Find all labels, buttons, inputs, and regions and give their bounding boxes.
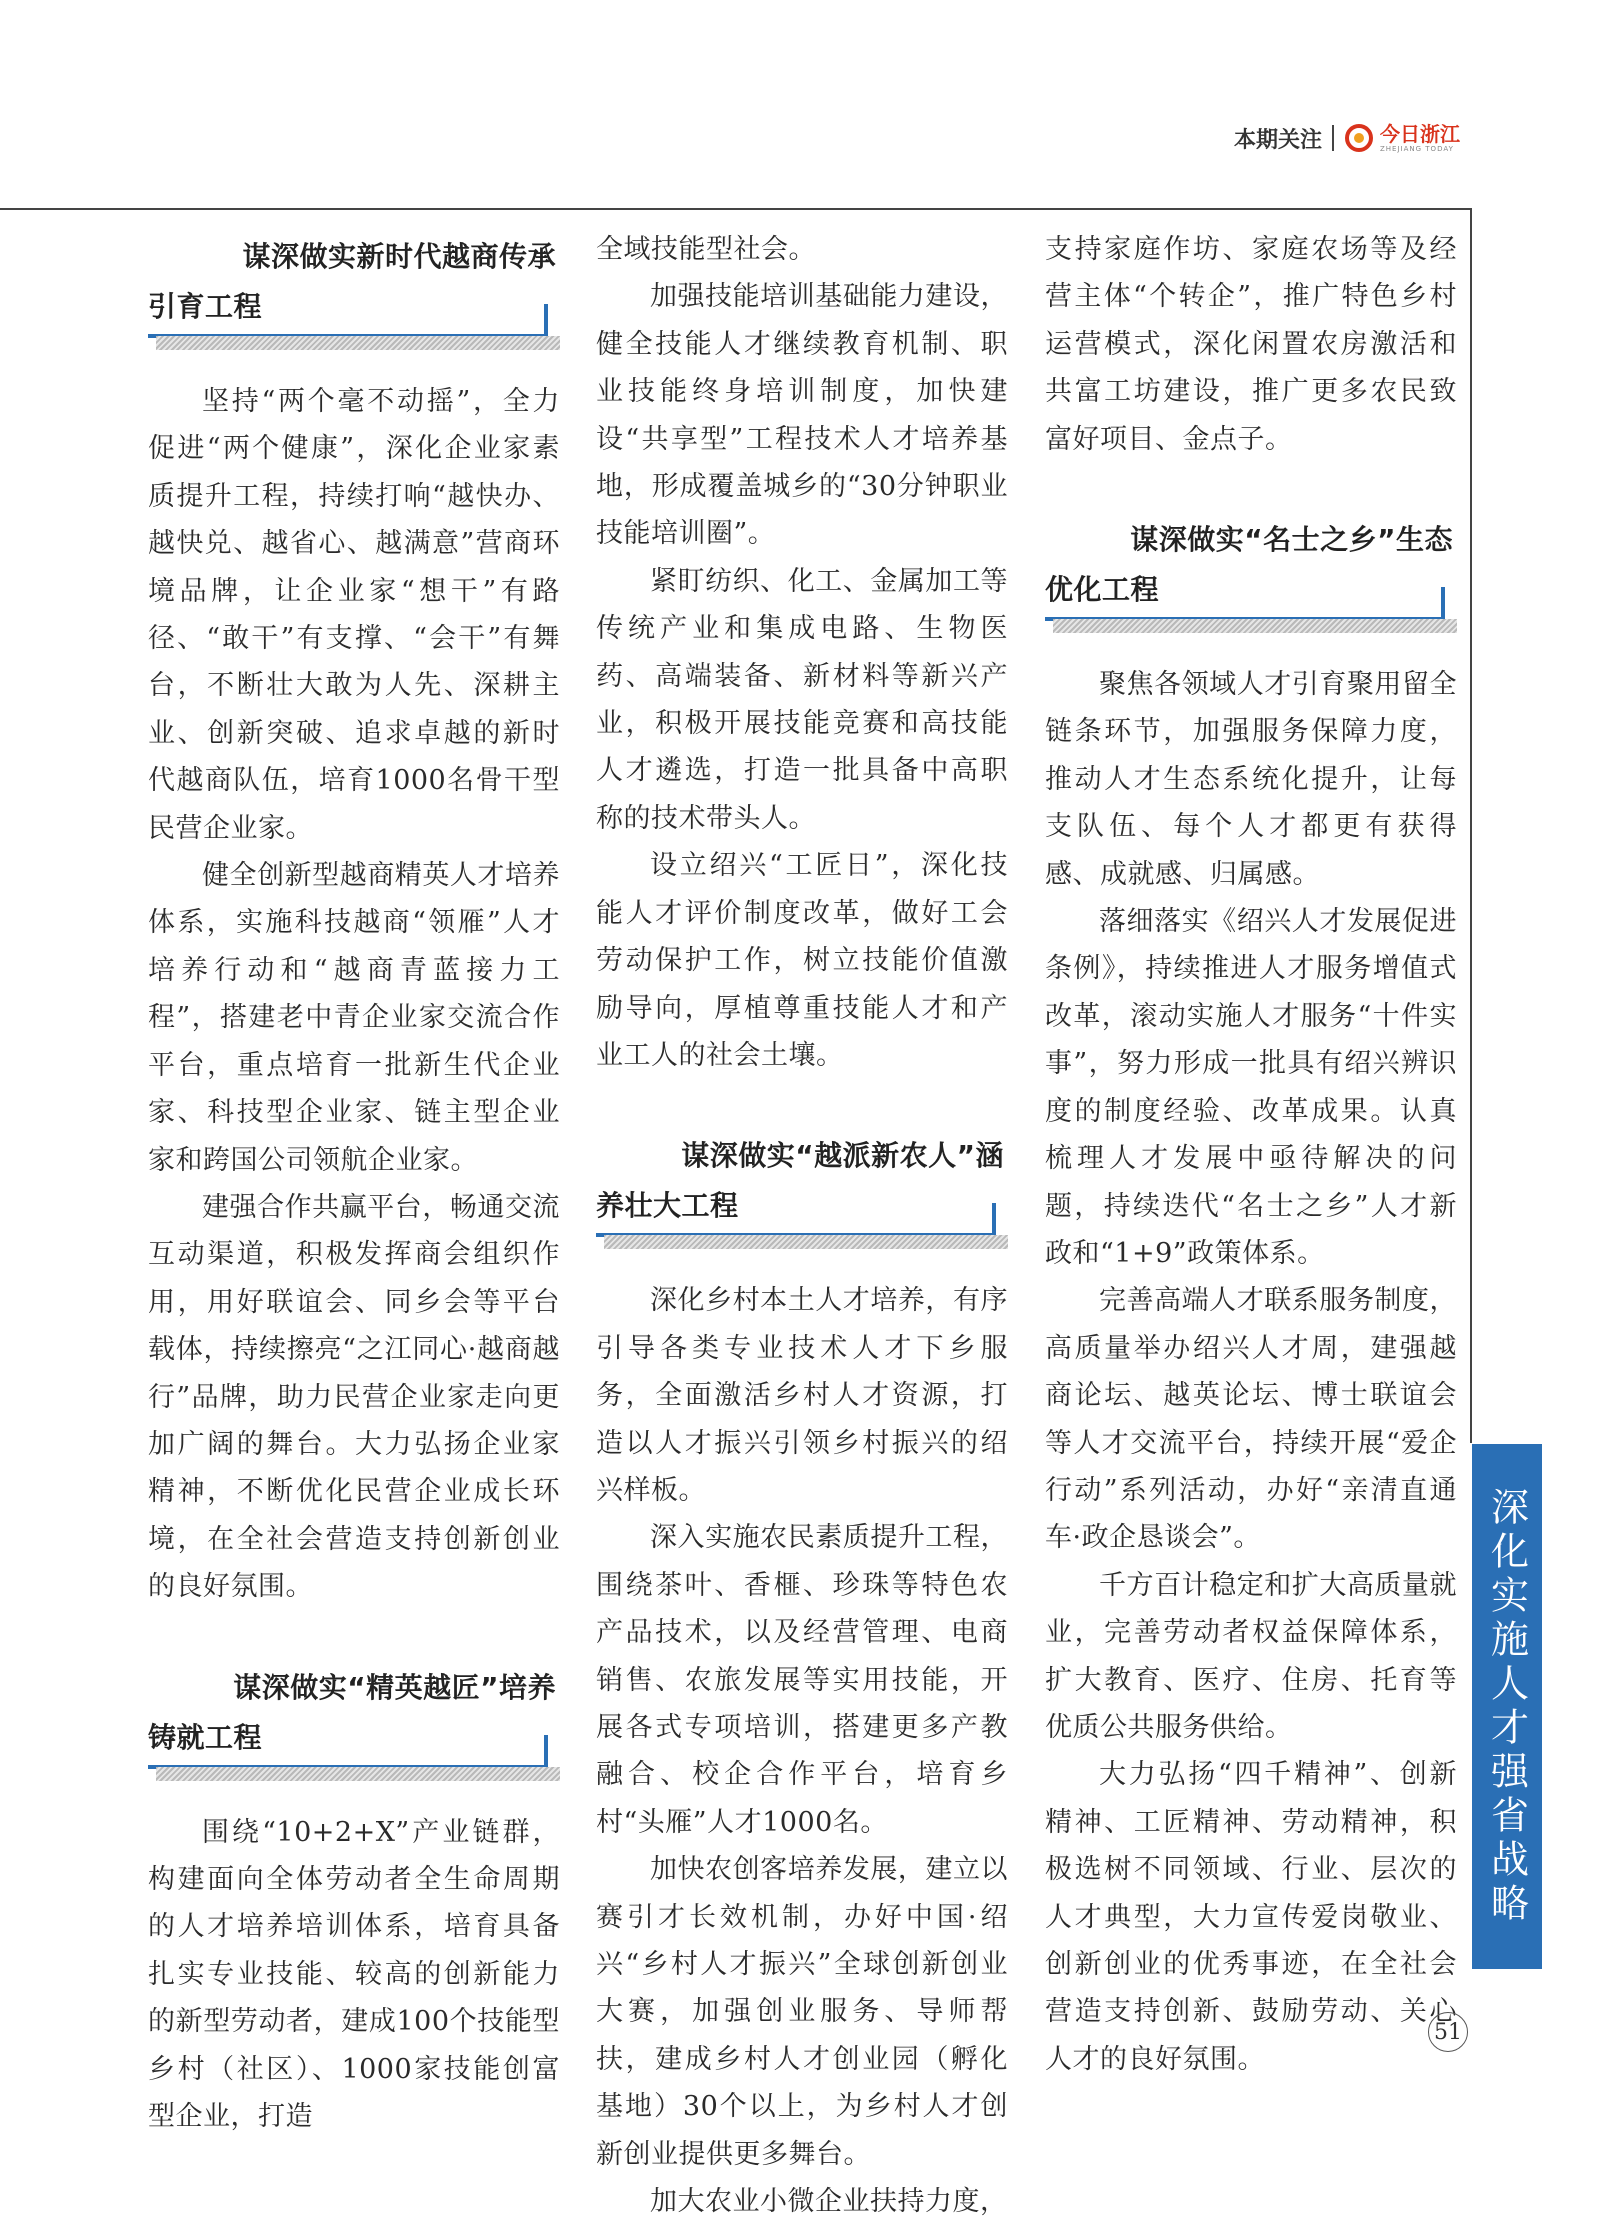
section-heading: [1045, 515, 1457, 633]
paragraph: 支持家庭作坊、家庭农场等及经营主体“个转企”，推广特色乡村运营模式，深化闲置农房激活和共富工坊建设，推广更多农民致富好项目、金点子。: [1045, 234, 1457, 455]
section-heading: [148, 1663, 560, 1781]
heading-line-2: 铸就工程: [148, 1720, 263, 1754]
page-number: 51: [1428, 2012, 1468, 2052]
paragraph: 加大农业小微企业扶持力度，: [650, 2186, 1008, 2218]
page-header: [1234, 118, 1460, 158]
vertical-section-title: 深化实施人才强省战略: [1484, 1486, 1529, 1927]
paragraph: 设立绍兴“工匠日”，深化技能人才评价制度改革，做好工会劳动保护工作，树立技能价值激励导向，厚植尊重技能人才和产业工人的社会土壤。: [596, 850, 1008, 1071]
paragraph: 完善高端人才联系服务制度，高质量举办绍兴人才周，建强越商论坛、越英论坛、博士联谊会等人才交流平台，持续开展“爱企行动”系列活动，办好“亲清直通车·政企恳谈会”。: [1045, 1285, 1457, 1554]
heading-shadow: [604, 1235, 1008, 1249]
heading-shadow: [1053, 619, 1457, 633]
paragraph: 建强合作共赢平台，畅通交流互动渠道，积极发挥商会组织作用，用好联谊会、同乡会等平台载体，持续擦亮“之江同心·越商越行”品牌，助力民营企业家走向更加广阔的舞台。大力弘扬企业家精神，不断优化民营企业成长环境，在全社会营造支持创新创业的良好氛围。: [148, 1191, 560, 1603]
heading-tick: [544, 304, 548, 338]
column-1: [148, 226, 560, 2140]
frame-right-rule: [1470, 208, 1472, 1443]
heading-shadow: [156, 1767, 560, 1781]
paragraph: 聚焦各领域人才引育聚用留全链条环节，加强服务保障力度，推动人才生态系统化提升，让每支队伍、每个人才都更有获得感、成就感、归属感。: [1045, 669, 1457, 890]
heading-tick: [992, 1203, 996, 1237]
paragraph: 大力弘扬“四千精神”、创新精神、工匠精神、劳动精神，积极选树不同领域、行业、层次的人才典型，大力宣传爱岗敬业、创新创业的优秀事迹，在全社会营造支持创新、鼓励劳动、关心人才的良好氛围。: [1045, 1759, 1457, 2075]
heading-line-2: 引育工程: [148, 290, 263, 323]
section-label: 本期关注: [1233, 127, 1322, 153]
paragraph: 紧盯纺织、化工、金属加工等传统产业和集成电路、生物医药、高端装备、新材料等新兴产业，积极开展技能竞赛和高技能人才遴选，打造一批具备中高职称的技术带头人。: [596, 565, 1008, 834]
magazine-logo: [1344, 123, 1460, 153]
heading-line-1: 谋深做实“精英越匠”培养: [233, 1670, 556, 1704]
paragraph: 全域技能型社会。: [596, 234, 816, 265]
paragraph: 落细落实《绍兴人才发展促进条例》，持续推进人才服务增值式改革，滚动实施人才服务“十件实事”，努力形成一批具有绍兴辨识度的制度经验、改革成果。认真梳理人才发展中亟待解决的问题，持续迭代“名士之乡”人才新政和“1+9”政策体系。: [1045, 906, 1457, 1269]
heading-line-2: 养壮大工程: [596, 1189, 739, 1223]
paragraph: 深化乡村本土人才培养，有序引导各类专业技术人才下乡服务，全面激活乡村人才资源，打造以人才振兴引领乡村振兴的绍兴样板。: [596, 1285, 1008, 1506]
logo-chinese: 今日浙江: [1380, 121, 1460, 146]
heading-line-2: 优化工程: [1045, 573, 1160, 607]
paragraph: 深入实施农民素质提升工程，围绕茶叶、香榧、珍珠等特色农产品技术，以及经营管理、电商销售、农旅发展等实用技能，开展各式专项培训，搭建更多产教融合、校企合作平台，培育乡村“头雁”人才1000名。: [596, 1522, 1008, 1838]
logo-english: ZHEJIANG TODAY: [1380, 144, 1454, 153]
heading-line-1: 谋深做实“名士之乡”生态: [1130, 523, 1453, 557]
paragraph: 加快农创客培养发展，建立以赛引才长效机制，办好中国·绍兴“乡村人才振兴”全球创新创业大赛，加强创业服务、导师帮扶，建成乡村人才创业园（孵化基地）30个以上，为乡村人才创新创业提供更多舞台。: [596, 1854, 1008, 2170]
vertical-section-tab: [1472, 1444, 1542, 1969]
column-3: [1045, 226, 1457, 2083]
section-heading: [148, 232, 560, 350]
header-divider: [1332, 125, 1334, 151]
heading-tick: [544, 1735, 548, 1769]
heading-shadow: [156, 336, 560, 350]
heading-line-1: 谋深做实新时代越商传承: [242, 240, 556, 273]
paragraph: 围绕“10+2+X”产业链群，构建面向全体劳动者全生命周期的人才培养培训体系，培育具备扎实专业技能、较高的创新能力的新型劳动者，建成100个技能型乡村（社区）、1000家技能创富型企业，打造: [148, 1816, 560, 2132]
paragraph: 健全创新型越商精英人才培养体系，实施科技越商“领雁”人才培养行动和“越商青蓝接力工程”，搭建老中青企业家交流合作平台，重点培育一批新生代企业家、科技型企业家、链主型企业家和跨国公司领航企业家。: [148, 860, 560, 1176]
heading-line-1: 谋深做实“越派新农人”涵: [681, 1139, 1004, 1173]
paragraph: 加强技能培训基础能力建设，健全技能人才继续教育机制、职业技能终身培训制度，加快建设“共享型”工程技术人才培养基地，形成覆盖城乡的“30分钟职业技能培训圈”。: [596, 281, 1008, 550]
paragraph: 坚持“两个毫不动摇”，全力促进“两个健康”，深化企业家素质提升工程，持续打响“越快办、越快兑、越省心、越满意”营商环境品牌，让企业家“想干”有路径、“敢干”有支撑、“会干”有舞台，不断壮大敢为人先、深耕主业、创新突破、追求卓越的新时代越商队伍，培育1000名骨干型民营企业家。: [148, 386, 560, 844]
frame-top-rule: [0, 208, 1472, 210]
section-heading: [596, 1131, 1008, 1249]
logo-swirl-icon: [1344, 123, 1374, 153]
column-2: [596, 226, 1008, 2225]
heading-tick: [1441, 587, 1445, 621]
paragraph: 千方百计稳定和扩大高质量就业，完善劳动者权益保障体系，扩大教育、医疗、住房、托育等优质公共服务供给。: [1045, 1569, 1457, 1743]
